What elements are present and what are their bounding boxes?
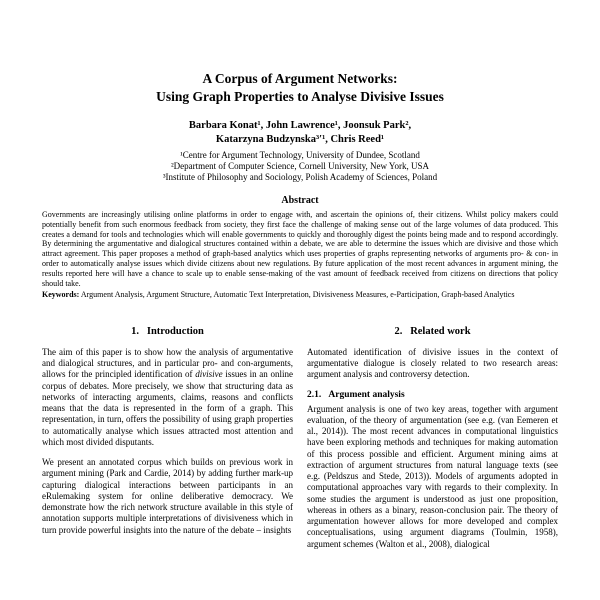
left-column xyxy=(42,326,293,550)
subsection-heading-argument-analysis: 2.1. Argument analysis xyxy=(307,389,405,400)
affiliation-list xyxy=(42,150,558,184)
introduction-paragraph-1-italic-term: divisive xyxy=(195,369,223,380)
authors-line-2: Katarzyna Budzynska³ʹ¹, Chris Reed¹ xyxy=(215,133,385,145)
keywords-text: Argument Analysis, Argument Structure, Automatic Text Interpretation, Divisiveness Measures, e-Participation, Graph-based Analytics xyxy=(79,289,515,299)
affiliation-2: ²Department of Computer Science, Cornell University, New York, USA xyxy=(170,161,430,172)
paper-title xyxy=(42,70,558,106)
author-list xyxy=(42,119,558,147)
affiliation-3: ³Institute of Philosophy and Sociology, Polish Academy of Sciences, Poland xyxy=(162,172,438,183)
introduction-paragraph-1 xyxy=(42,347,293,448)
keywords-line xyxy=(42,290,558,300)
paper-title-line-1: A Corpus of Argument Networks: xyxy=(202,71,398,86)
two-column-body xyxy=(42,326,558,550)
abstract-text: Governments are increasingly utilising online platforms in order to engage with, and ascertain the opinions of, their citizens. Whilst policy makers could potentially benefit from such enormous feedback from society, they first face the challenge of making sense out of the large volumes of data produced. This creates a demand for tools and technologies which will enable governments to quickly and thoroughly digest the points being made and to respond accordingly. By determining the argumentative and dialogical structures contained within a debate, we are able to determine the issues which are divisive and those which attract agreement. This paper proposes a method of graph-based analytics which uses properties of graphs representing networks of arguments pro- & con- in order to automatically analyse issues which divide citizens about new regulations. By future application of the most recent advances in argument mining, the results reported here will have a chance to scale up to enable sense-making of the vast amount of feedback received from citizens on directions that policy should take. xyxy=(42,209,558,289)
argument-analysis-paragraph: Argument analysis is one of two key areas, together with argument evaluation, of the theory of argumentation (see e.g. (van Eemeren et al., 2014)). The most recent advances in computational linguistics have been exploring methods and techniques for making automation of this process possible and efficient. Argument mining aims at extraction of argument structures from natural language texts (see e.g. (Peldszus and Stede, 2013)). Models of arguments adopted in computational approaches vary with regards to their complexity. In some studies the argument is understood as just one proposition, whereas in others as a binary, reason-conclusion pair. The theory of argumentation however allows for more developed and complex conceptualisations, using argument diagrams (Toulmin, 1958), argument schemes (Walton et al., 2008), dialogical xyxy=(307,403,558,549)
keywords-label: Keywords: xyxy=(42,289,80,299)
introduction-paragraph-2: We present an annotated corpus which builds on previous work in argument mining (Park and Cardie, 2014) by adding further mark-up capturing dialogical interactions between participants in an eRulemaking system for online deliberative democracy. We demonstrate how the rich network structure available in this style of annotation supports multiple interpretations of divisiveness which in turn provide powerful insights into the nature of the debate – insights xyxy=(42,457,293,535)
section-heading-related-work: 2. Related work xyxy=(394,325,471,337)
section-heading-introduction: 1. Introduction xyxy=(131,325,204,337)
paper-title-line-2: Using Graph Properties to Analyse Divisive Issues xyxy=(156,88,444,104)
introduction-paragraph-1-rest: issues in an online corpus of debates. More precisely, we show that structuring data as networks of interacting arguments, claims, reasons and conflicts means that the data is represented in the form of a graph. This representation, in turn, offers the possibility of using graph properties to automatically analyse which issues attracted most attention and which most divided disputants. xyxy=(42,369,293,447)
abstract-heading: Abstract xyxy=(281,194,319,206)
authors-line-1: Barbara Konat¹, John Lawrence¹, Joonsuk Park², xyxy=(188,119,412,131)
affiliation-1: ¹Centre for Argument Technology, University of Dundee, Scotland xyxy=(180,149,420,160)
introduction-paragraph-1-text: The aim of this paper is to show how the analysis of argumentative and dialogical structures, and in particular pro- and con-arguments, allows for the principled identification of xyxy=(42,346,293,380)
right-column xyxy=(307,326,558,550)
related-work-paragraph: Automated identification of divisive issues in the context of argumentative dialogue is closely related to two research areas: argument analysis and controversy detection. xyxy=(307,346,558,380)
